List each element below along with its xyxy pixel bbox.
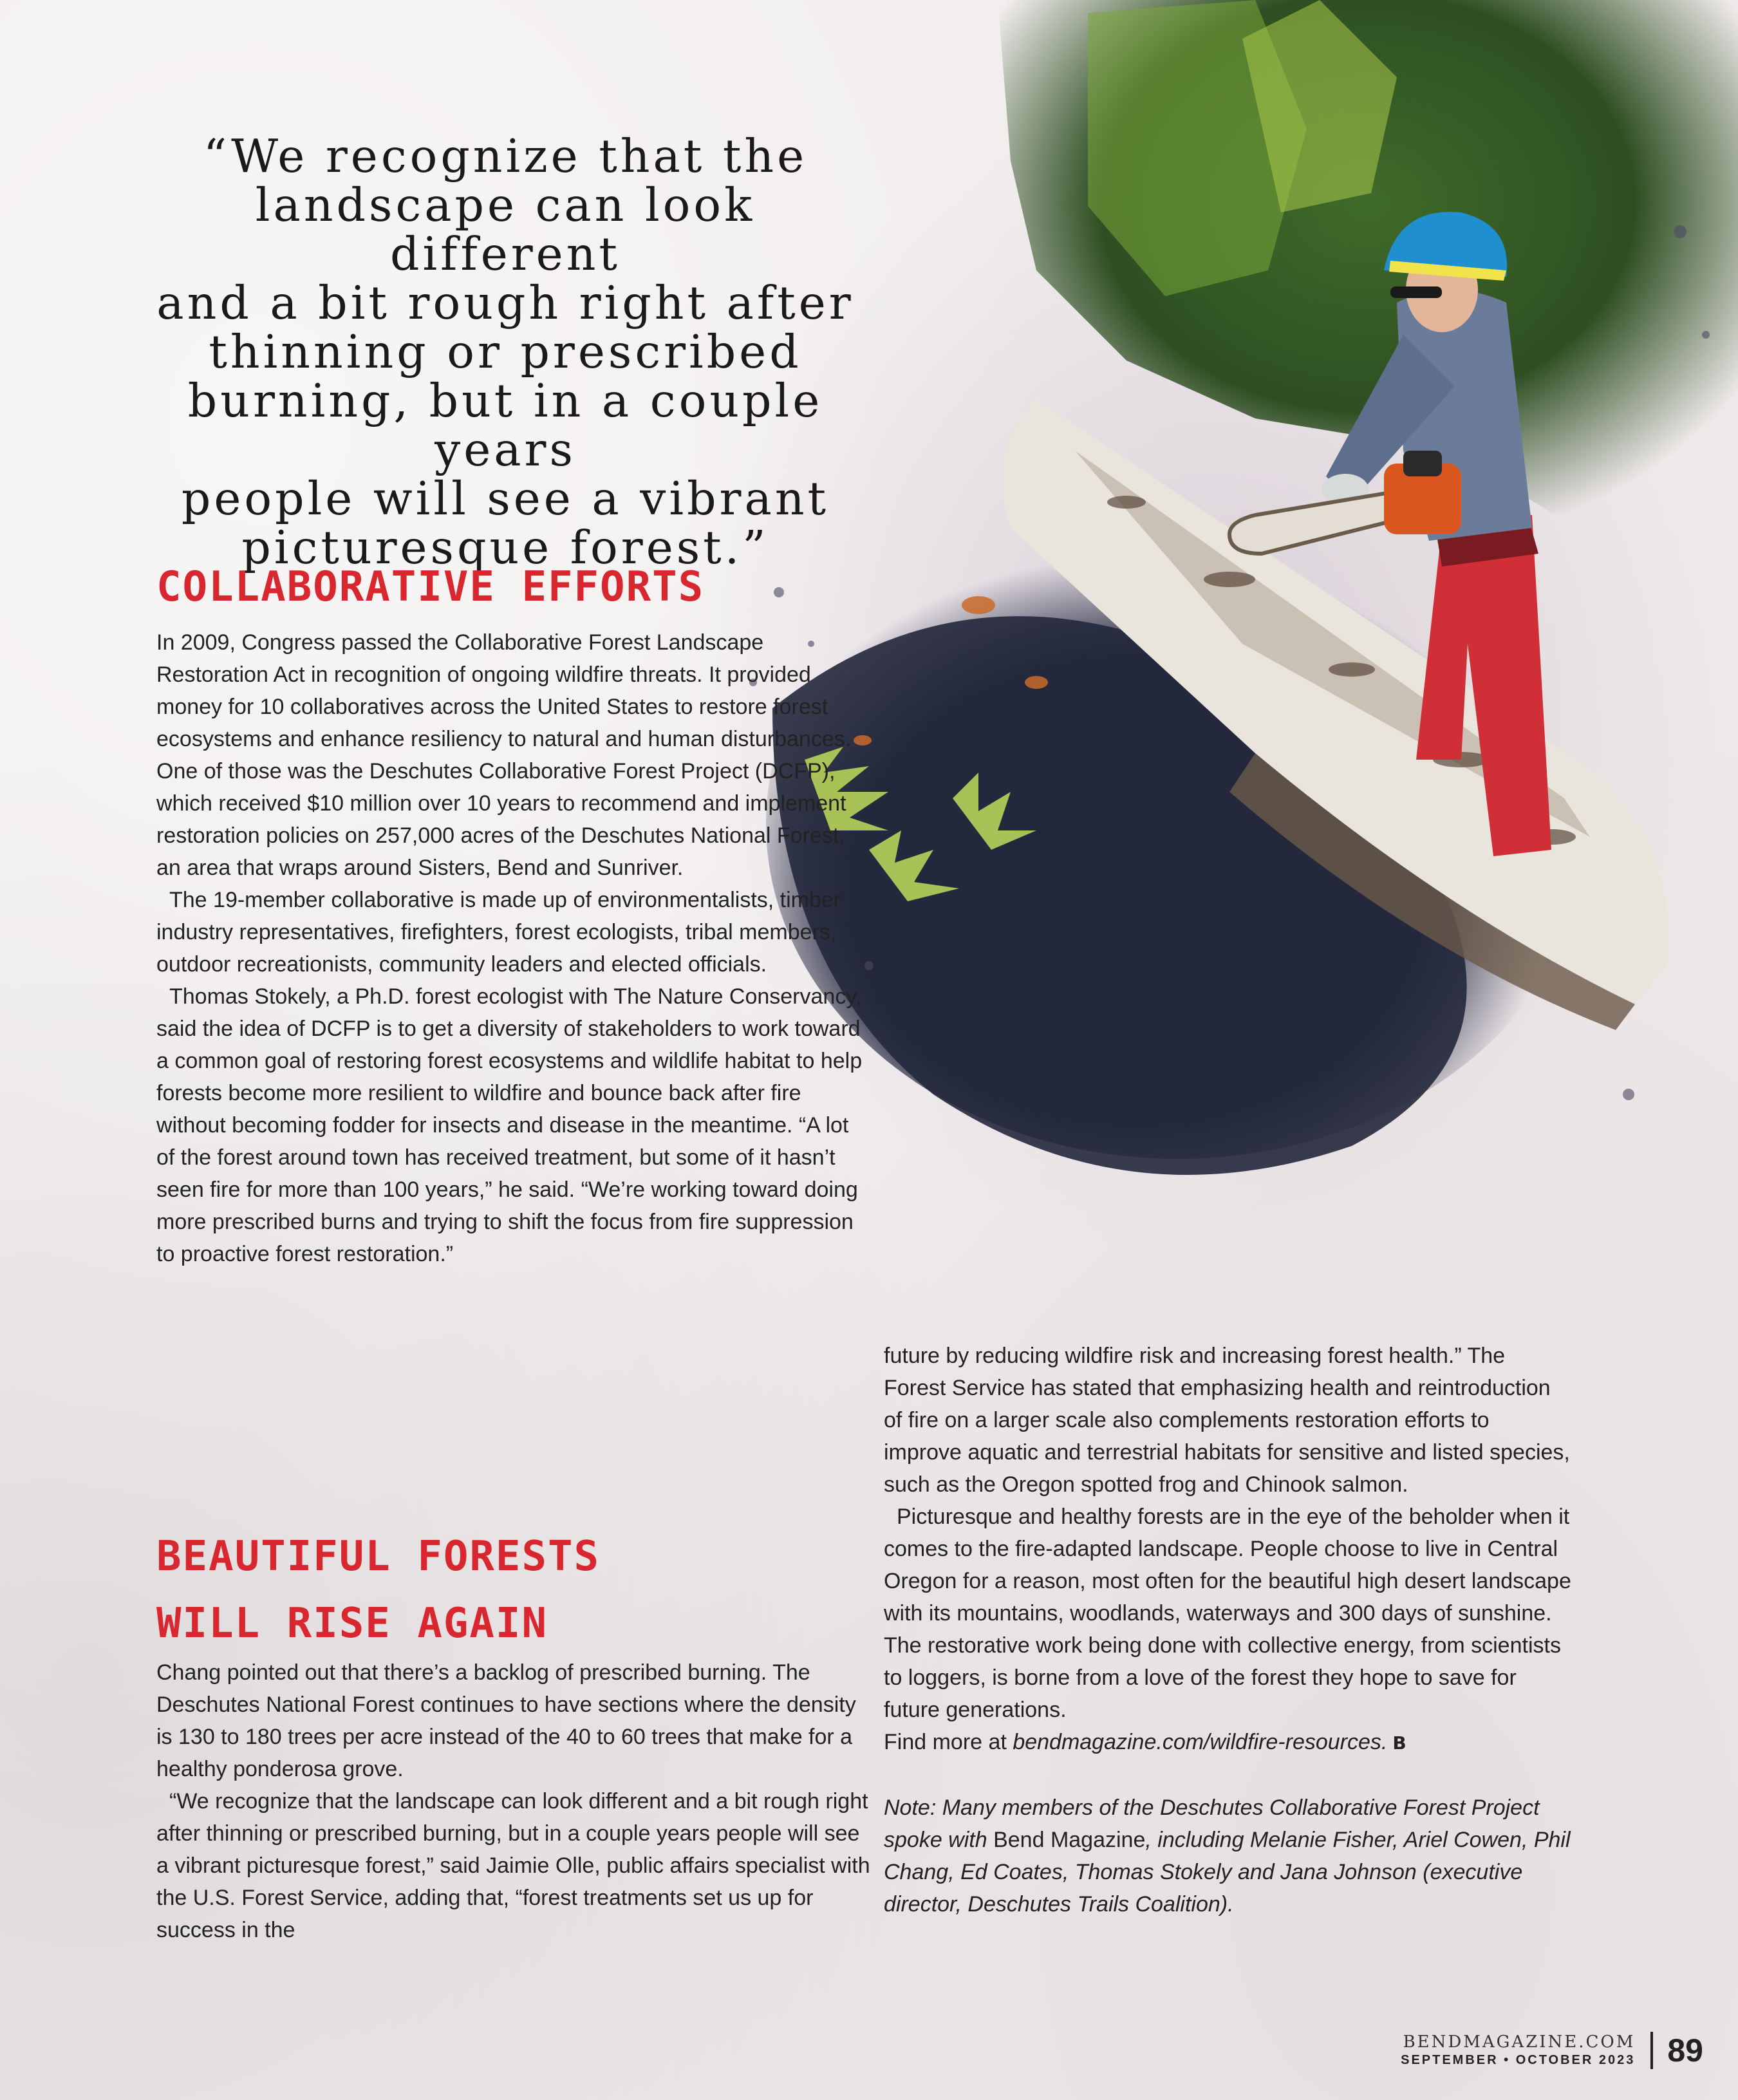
note-publication: Bend Magazine [993, 1828, 1146, 1852]
pull-quote-line: thinning or prescribed [209, 325, 802, 379]
footer-text [1401, 2032, 1635, 2068]
resources-link[interactable]: bendmagazine.com/wildfire-resources. [1013, 1730, 1388, 1754]
body-paragraph: The 19-member collaborative is made up of environmentalists, timber industry representatives, firefighters, forest ecologists, tribal members, outdoor recreationists, community leaders and elected officials. [156, 888, 841, 977]
body-paragraph: In 2009, Congress passed the Collaborative Forest Landscape Restoration Act in recognition of ongoing wildfire threats. It provided money for 10 collaboratives across the United States to restore forest ecosystems and enhance resiliency to natural and human disturbances. One of those was the Deschutes Collaborative Forest Project (DCFP), which received $10 million over 10 years to recommend and implement restoration policies on 257,000 acres of the Deschutes National Forest, an area that wraps around Sisters, Bend and Sunriver. [156, 630, 852, 880]
find-more-prefix: Find more at [884, 1730, 1007, 1754]
section-heading-beautiful-forests [156, 1523, 600, 1657]
footer-issue: SEPTEMBER • OCTOBER 2023 [1401, 2053, 1636, 2067]
heading-line: BEAUTIFUL FORESTS [156, 1533, 601, 1580]
body-paragraph: “We recognize that the landscape can look different and a bit rough right after thinning or prescribed burning, but in a couple years people will see a vibrant picturesque forest,” said Jaimie Olle, public affairs specialist with the U.S. Forest Service, adding that, “forest treatments set us up for success in the [156, 1789, 870, 1942]
pull-quote-line: burning, but in a couple years [187, 374, 823, 476]
note-text: Note: Many members of the Deschutes Collaborative Forest Project spoke with [884, 1795, 1540, 1852]
footer-divider [1650, 2032, 1653, 2069]
article-column-2 [156, 1656, 871, 1946]
heading-line: WILL RISE AGAIN [156, 1600, 548, 1647]
body-paragraph: Chang pointed out that there’s a backlog of prescribed burning. The Deschutes National Forest continues to have sections where the density is 130 to 180 trees per acre instead of the 40 to 60 trees that make for a healthy ponderosa grove. [156, 1660, 856, 1781]
article-column-3 [884, 1340, 1573, 1920]
article-column-1 [156, 626, 864, 1270]
section-heading-collaborative-efforts: COLLABORATIVE EFFORTS [156, 563, 705, 611]
footer-site[interactable]: BENDMAGAZINE.COM [1403, 2032, 1636, 2052]
body-paragraph: future by reducing wildfire risk and increasing forest health.” The Forest Service has stated that emphasizing health and reintroduction of fire on a larger scale also complements restoration efforts to improve aquatic and terrestrial habitats for sensitive and listed species, such as the Oregon spotted frog and Chinook salmon. [884, 1344, 1570, 1497]
find-more-line [884, 1726, 1573, 1759]
pull-quote-line: “We recognize that the [203, 129, 808, 183]
pull-quote-line: picturesque forest.” [241, 521, 769, 574]
end-mark-icon: B [1392, 1732, 1406, 1754]
pull-quote [135, 129, 875, 574]
pull-quote-line: and a bit rough right after [156, 276, 854, 330]
pull-quote-line: people will see a vibrant [181, 472, 830, 525]
body-paragraph: Picturesque and healthy forests are in the eye of the beholder when it comes to the fire-adapted landscape. People choose to live in Central Oregon for a reason, most often for the beautiful high desert landscape with its mountains, woodlands, waterways and 300 days of sunshine. The restorative work being done with collective energy, from scientists to loggers, is borne from a love of the forest they hope to save for future generations. [884, 1505, 1571, 1722]
body-paragraph: Thomas Stokely, a Ph.D. forest ecologist with The Nature Conservancy, said the idea of DCFP is to get a diversity of stakeholders to work toward a common goal of restoring forest ecosystems and wildlife habitat to help forests become more resilient to wildfire and bounce back after fire without becoming fodder for insects and disease in the meantime. “A lot of the forest around town has received treatment, but some of it hasn’t seen fire for more than 100 years,” he said. “We’re working toward doing more prescribed burns and trying to shift the focus from fire suppression to proactive forest restoration.” [156, 984, 863, 1266]
author-note [884, 1792, 1573, 1920]
note-text: , including Melanie Fisher, Ariel Cowen, Phil Chang, Ed Coates, Thomas Stokely and Jana Johnson (executive director, Deschutes Trails Coalition). [884, 1828, 1571, 1917]
page-footer [1401, 2028, 1703, 2073]
pull-quote-line: landscape can look different [255, 178, 756, 281]
page-number: 89 [1667, 2032, 1703, 2068]
